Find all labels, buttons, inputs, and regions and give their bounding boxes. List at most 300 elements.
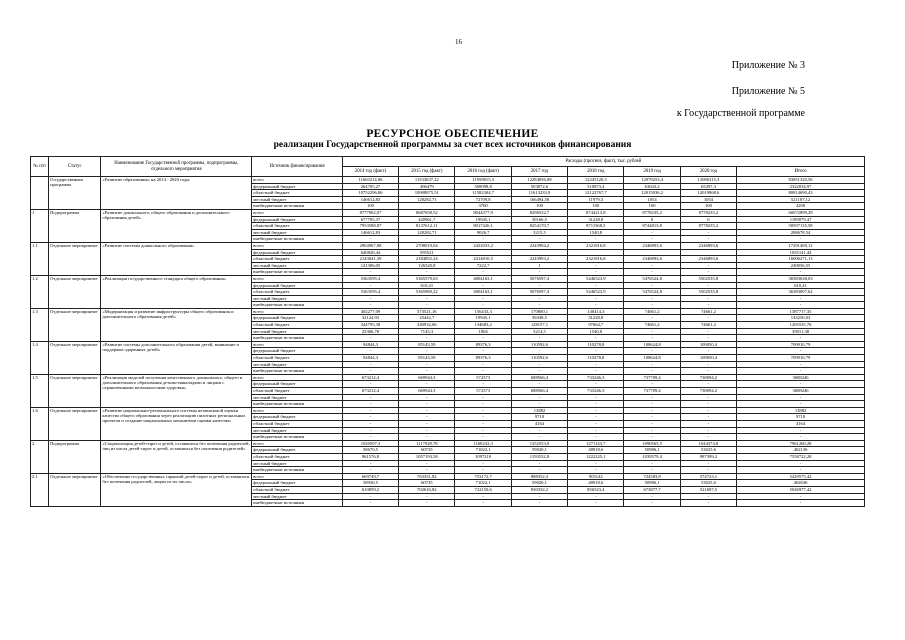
value-cell: 987399,2 — [680, 453, 736, 460]
value-cell: 420961,7 — [399, 216, 455, 223]
row-num-cell: 1.4 — [31, 341, 49, 374]
value-cell: 2414810,5 — [455, 256, 511, 263]
total-cell: 5429575,42 — [737, 473, 865, 480]
source-cell: местный бюджет — [252, 229, 343, 236]
value-cell: - — [624, 460, 680, 467]
source-cell: федеральный бюджет — [252, 414, 343, 421]
value-cell: 72709,8 — [455, 196, 511, 203]
source-cell: внебюджетные источники — [252, 335, 343, 342]
value-cell: - — [624, 493, 680, 500]
source-cell: областной бюджет — [252, 355, 343, 362]
value-cell: 19945,1 — [455, 216, 511, 223]
value-cell: - — [342, 361, 398, 368]
value-cell: - — [624, 420, 680, 427]
row-name-cell: «Развитие национально-регионального системы независимой оценки качества общего образования через реализацию пилотных региональных проектов и создание национальных механизмов оценки качества» — [101, 407, 252, 440]
source-cell: федеральный бюджет — [252, 183, 343, 190]
value-cell: 50986,1 — [624, 447, 680, 454]
value-cell: - — [680, 493, 736, 500]
value-cell: 5363595,4 — [342, 275, 398, 282]
value-cell: 1540,8 — [568, 229, 624, 236]
total-cell: - — [737, 401, 865, 408]
value-cell: - — [624, 434, 680, 441]
value-cell: 724583,8 — [624, 473, 680, 480]
value-cell: 10908875,51 — [399, 190, 455, 197]
row-status-cell: Отдельное мероприятие — [49, 374, 101, 407]
value-cell: 11958815,3 — [455, 177, 511, 184]
value-cell: - — [455, 302, 511, 309]
value-cell: 39438,5 — [511, 315, 567, 322]
value-cell: 673877,7 — [624, 486, 680, 493]
value-cell: - — [399, 295, 455, 302]
value-cell: 610,41 — [399, 282, 455, 289]
value-cell: - — [680, 460, 736, 467]
total-cell: 709910,79 — [737, 355, 865, 362]
total-cell: - — [737, 427, 865, 434]
value-cell: - — [511, 348, 567, 355]
row-status-cell: Отдельное мероприятие — [49, 242, 101, 275]
value-cell: 5502535,8 — [680, 275, 736, 282]
value-cell: - — [455, 335, 511, 342]
source-cell: областной бюджет — [252, 256, 343, 263]
value-cell: 146612,83 — [342, 229, 398, 236]
value-cell: - — [680, 269, 736, 276]
value-cell: 58930,5 — [342, 480, 398, 487]
value-cell — [399, 203, 455, 210]
value-cell: - — [342, 269, 398, 276]
source-cell: областной бюджет — [252, 420, 343, 427]
value-cell: - — [680, 420, 736, 427]
value-cell: - — [342, 302, 398, 309]
resource-table-body — [31, 157, 865, 507]
value-cell: 8744213,8 — [568, 209, 624, 216]
value-cell: 94844,3 — [342, 341, 398, 348]
value-cell: - — [342, 420, 398, 427]
value-cell — [568, 249, 624, 256]
total-cell: 13882 — [737, 407, 865, 414]
value-cell: 7222,7 — [455, 262, 511, 269]
value-cell: - — [680, 348, 736, 355]
row-num-cell: 2 — [31, 440, 49, 473]
total-cell: - — [737, 500, 865, 507]
value-cell: - — [624, 401, 680, 408]
document-title: РЕСУРСНОЕ ОБЕСПЕЧЕНИЕ — [366, 128, 539, 140]
value-cell: 2243993,2 — [511, 256, 567, 263]
value-cell: - — [399, 420, 455, 427]
value-cell: 25442,7 — [399, 315, 455, 322]
value-cell: - — [624, 414, 680, 421]
value-cell: 702616,82 — [399, 486, 455, 493]
value-cell: - — [399, 493, 455, 500]
header-year: 2017 год — [511, 167, 567, 177]
value-cell: 100 — [624, 203, 680, 210]
total-cell: 610,41 — [737, 282, 865, 289]
value-cell: 12122767,7 — [568, 190, 624, 197]
table-row — [31, 209, 865, 216]
value-cell: - — [568, 348, 624, 355]
value-cell: - — [342, 427, 398, 434]
value-cell: 738094,2 — [680, 388, 736, 395]
total-cell: 83851320,56 — [737, 177, 865, 184]
value-cell: 496479 — [399, 183, 455, 190]
value-cell: 13882 — [511, 407, 567, 414]
source-cell: всего — [252, 407, 343, 414]
value-cell: 10752296,86 — [342, 190, 398, 197]
value-cell: 1193532,8 — [511, 453, 567, 460]
value-cell: 1540,8 — [568, 328, 624, 335]
total-cell: 3688246 — [737, 388, 865, 395]
value-cell: 961576,8 — [342, 453, 398, 460]
value-cell: 737709,4 — [624, 374, 680, 381]
header-year: 2014 год (факт) — [342, 167, 398, 177]
value-cell: 8778235,2 — [624, 209, 680, 216]
source-cell: всего — [252, 473, 343, 480]
value-cell: - — [680, 361, 736, 368]
value-cell: 0 — [624, 216, 680, 223]
source-cell: областной бюджет — [252, 289, 343, 296]
total-cell: - — [737, 269, 865, 276]
value-cell: 673212,4 — [342, 388, 398, 395]
value-cell: - — [511, 427, 567, 434]
source-cell: внебюджетные источники — [252, 434, 343, 441]
value-cell: - — [568, 381, 624, 388]
value-cell: 32124,93 — [342, 315, 398, 322]
appendix-line-2: Приложение № 5 — [731, 86, 805, 97]
value-cell: 2321816,8 — [568, 242, 624, 249]
value-cell: 121306,05 — [342, 262, 398, 269]
source-cell: федеральный бюджет — [252, 315, 343, 322]
value-cell: 574723,1 — [680, 473, 736, 480]
value-cell: 673212,4 — [342, 374, 398, 381]
row-num-cell: 1.1 — [31, 242, 49, 275]
header-num: № п/п — [31, 157, 49, 177]
total-cell: - — [737, 361, 865, 368]
value-cell: 856523,4 — [568, 486, 624, 493]
value-cell: - — [511, 467, 567, 474]
row-status-cell: Отдельное мероприятие — [49, 308, 101, 341]
resource-table — [30, 156, 865, 507]
value-cell: - — [511, 381, 567, 388]
value-cell: 74661,2 — [624, 322, 680, 329]
value-cell: 830332,2 — [511, 486, 567, 493]
row-num-cell — [31, 177, 49, 210]
value-cell: 508098,8 — [455, 183, 511, 190]
value-cell: 3215,5 — [511, 229, 567, 236]
source-cell: всего — [252, 341, 343, 348]
value-cell: - — [399, 368, 455, 375]
value-cell: - — [342, 467, 398, 474]
value-cell: - — [342, 394, 398, 401]
value-cell: 74661,2 — [624, 308, 680, 315]
table-row — [31, 341, 865, 348]
value-cell: - — [624, 236, 680, 243]
value-cell: - — [568, 368, 624, 375]
value-cell: - — [399, 348, 455, 355]
value-cell: - — [455, 348, 511, 355]
total-cell: 1205535,76 — [737, 322, 865, 329]
value-cell: 610859,2 — [342, 486, 398, 493]
value-cell: 3700 — [455, 203, 511, 210]
value-cell: 166494,58 — [511, 196, 567, 203]
value-cell: 1097210 — [455, 453, 511, 460]
value-cell: 5446523,9 — [568, 289, 624, 296]
value-cell: 128282,71 — [399, 196, 455, 203]
total-cell: - — [737, 236, 865, 243]
value-cell: 1222225,1 — [568, 453, 624, 460]
total-cell: - — [737, 434, 865, 441]
value-cell: 12245120,3 — [568, 177, 624, 184]
value-cell: - — [624, 467, 680, 474]
value-cell: - — [455, 394, 511, 401]
value-cell: 688566,4 — [511, 374, 567, 381]
header-year: 2016 год (факт) — [455, 167, 511, 177]
value-cell: 94844,3 — [342, 355, 398, 362]
value-cell: - — [455, 401, 511, 408]
value-cell: 5476524,8 — [624, 275, 680, 282]
value-cell: 4804163,1 — [455, 275, 511, 282]
value-cell: 8778235,2 — [680, 209, 736, 216]
source-cell: местный бюджет — [252, 328, 343, 335]
value-cell: - — [680, 315, 736, 322]
header-year: 2020 год — [680, 167, 736, 177]
source-cell: областной бюджет — [252, 223, 343, 230]
total-cell: - — [737, 394, 865, 401]
value-cell: 39166,5 — [511, 216, 567, 223]
value-cell: - — [568, 394, 624, 401]
value-cell: 11582304,7 — [455, 190, 511, 197]
value-cell: 264705,27 — [342, 183, 398, 190]
value-cell: 7953588,87 — [342, 223, 398, 230]
source-cell: внебюджетные источники — [252, 368, 343, 375]
value-cell: 100 — [342, 203, 398, 210]
source-cell: областной бюджет — [252, 388, 343, 395]
value-cell: - — [511, 460, 567, 467]
value-cell: - — [680, 262, 736, 269]
row-status-cell: Отдельное мероприятие — [49, 473, 101, 506]
value-cell: 8044377,9 — [455, 209, 511, 216]
total-cell: 143250,03 — [737, 315, 865, 322]
total-cell: 2322034,97 — [737, 183, 865, 190]
source-cell: федеральный бюджет — [252, 249, 343, 256]
value-cell: - — [624, 394, 680, 401]
value-cell: 2346893,6 — [624, 242, 680, 249]
value-cell: - — [342, 401, 398, 408]
value-cell: 2346893,6 — [680, 256, 736, 263]
value-cell: - — [342, 295, 398, 302]
value-cell: 510873,4 — [568, 183, 624, 190]
row-name-cell: «Социализация детей-сирот и детей, оставшихся без попечения родителей, лиц из числа детей-сирот и детей, оставшихся без попечения родителей» — [101, 440, 252, 473]
total-cell: - — [737, 368, 865, 375]
source-cell: местный бюджет — [252, 262, 343, 269]
value-cell: - — [680, 368, 736, 375]
value-cell: 130414,3 — [568, 308, 624, 315]
value-cell: 71022,1 — [455, 480, 511, 487]
value-cell: - — [455, 427, 511, 434]
value-cell: - — [680, 335, 736, 342]
value-cell: - — [624, 407, 680, 414]
value-cell: 48918,6 — [568, 447, 624, 454]
value-cell: 12015036,2 — [624, 190, 680, 197]
total-cell: - — [737, 467, 865, 474]
value-cell: - — [511, 282, 567, 289]
value-cell: 8296532,7 — [511, 209, 567, 216]
value-cell: 1252553,9 — [511, 440, 567, 447]
table-row — [31, 177, 865, 184]
source-cell: всего — [252, 177, 343, 184]
table-row — [31, 473, 865, 480]
source-cell: местный бюджет — [252, 394, 343, 401]
value-cell: 89376,3 — [455, 355, 511, 362]
value-cell: - — [455, 493, 511, 500]
total-cell: - — [737, 493, 865, 500]
source-cell: всего — [252, 242, 343, 249]
value-cell: 19945,1 — [455, 315, 511, 322]
value-cell: - — [680, 229, 736, 236]
value-cell: 134683,2 — [455, 322, 511, 329]
value-cell: - — [399, 381, 455, 388]
total-cell: - — [737, 348, 865, 355]
table-row — [31, 242, 865, 249]
value-cell: - — [568, 282, 624, 289]
value-cell: 156433,3 — [455, 308, 511, 315]
value-cell: - — [680, 236, 736, 243]
row-name-cell: «Развитие дошкольного, общего образования и дополнительного образования детей» — [101, 209, 252, 242]
value-cell: 2708019,04 — [399, 242, 455, 249]
header-status: Статус — [49, 157, 101, 177]
row-num-cell: 1 — [31, 209, 49, 242]
value-cell: - — [342, 460, 398, 467]
source-cell: местный бюджет — [252, 427, 343, 434]
value-cell: - — [511, 302, 567, 309]
value-cell: 722150,6 — [455, 486, 511, 493]
value-cell: - — [455, 368, 511, 375]
value-cell: 8744813,8 — [624, 223, 680, 230]
value-cell: 2346893,6 — [680, 242, 736, 249]
value-cell: - — [511, 361, 567, 368]
table-header-row-1 — [31, 157, 865, 167]
value-cell: - — [680, 401, 736, 408]
value-cell: - — [342, 500, 398, 507]
value-cell: - — [455, 467, 511, 474]
value-cell: 669749,7 — [342, 473, 398, 480]
value-cell: - — [624, 500, 680, 507]
total-cell: 402136 — [737, 447, 865, 454]
row-num-cell: 1.2 — [31, 275, 49, 308]
value-cell: 2422033,2 — [455, 242, 511, 249]
total-cell: 5026977,42 — [737, 486, 865, 493]
header-year: 2015 год (факт) — [399, 167, 455, 177]
value-cell: 572373 — [455, 388, 511, 395]
value-cell — [511, 249, 567, 256]
source-cell: федеральный бюджет — [252, 348, 343, 355]
value-cell: - — [511, 269, 567, 276]
value-cell: 170800,1 — [511, 308, 567, 315]
value-cell: 8777902,07 — [342, 209, 398, 216]
value-cell: - — [624, 282, 680, 289]
value-cell: 85143,59 — [399, 341, 455, 348]
row-num-cell: 1.5 — [31, 374, 49, 407]
value-cell: 8017426,1 — [455, 223, 511, 230]
row-status-cell: Отдельное мероприятие — [49, 341, 101, 374]
value-cell: - — [680, 434, 736, 441]
value-cell: 669944,3 — [399, 388, 455, 395]
value-cell: - — [399, 394, 455, 401]
document-subtitle: реализации Государственной программы за счет всех источников финансирования — [273, 140, 632, 150]
source-cell: местный бюджет — [252, 460, 343, 467]
total-cell: 709910,79 — [737, 341, 865, 348]
value-cell: - — [568, 414, 624, 421]
value-cell: 2143041,39 — [342, 256, 398, 263]
source-cell: местный бюджет — [252, 493, 343, 500]
value-cell: 1804 — [455, 328, 511, 335]
total-cell: 1189079,47 — [737, 216, 865, 223]
value-cell: 1054 — [680, 196, 736, 203]
row-status-cell: Государственная программа — [49, 177, 101, 210]
total-cell: 521187,12 — [737, 196, 865, 203]
value-cell: - — [680, 394, 736, 401]
value-cell: - — [680, 407, 736, 414]
value-cell: 100 — [511, 203, 567, 210]
value-cell: - — [342, 493, 398, 500]
table-row — [31, 308, 865, 315]
header-year: 2018 год — [568, 167, 624, 177]
value-cell: 344795,38 — [342, 322, 398, 329]
value-cell: 11979,3 — [568, 196, 624, 203]
value-cell: 763351,82 — [399, 473, 455, 480]
value-cell: 110592,6 — [511, 355, 567, 362]
value-cell: - — [455, 361, 511, 368]
total-cell: 39011,38 — [737, 328, 865, 335]
value-cell: - — [624, 295, 680, 302]
row-status-cell: Подпрограмма — [49, 440, 101, 473]
value-cell: 31228,8 — [568, 216, 624, 223]
value-cell: 1057193,58 — [399, 453, 455, 460]
value-cell: 2243994,2 — [511, 242, 567, 249]
total-cell: - — [737, 335, 865, 342]
value-cell: 5502535,8 — [680, 289, 736, 296]
value-cell: 4804163,1 — [455, 289, 511, 296]
value-cell: 373521,16 — [399, 308, 455, 315]
value-cell: - — [680, 295, 736, 302]
source-cell: местный бюджет — [252, 196, 343, 203]
value-cell: - — [511, 394, 567, 401]
value-cell: - — [511, 434, 567, 441]
value-cell: - — [568, 407, 624, 414]
value-cell — [680, 249, 736, 256]
value-cell: - — [568, 427, 624, 434]
header-expenses: Расходы (прогноз, факт), тыс. рублей — [342, 157, 864, 167]
source-cell: областной бюджет — [252, 453, 343, 460]
value-cell: - — [624, 335, 680, 342]
value-cell: 5365969,22 — [399, 289, 455, 296]
value-cell: - — [511, 493, 567, 500]
table-row — [31, 374, 865, 381]
value-cell: - — [342, 236, 398, 243]
value-cell: 1044374,8 — [680, 440, 736, 447]
total-cell: 9718 — [737, 414, 865, 421]
value-cell: - — [455, 295, 511, 302]
value-cell: - — [624, 361, 680, 368]
value-cell: 1271143,7 — [568, 440, 624, 447]
source-cell: местный бюджет — [252, 361, 343, 368]
value-cell: 2184852,24 — [399, 256, 455, 263]
value-cell: - — [568, 460, 624, 467]
total-cell: 38383638,03 — [737, 275, 865, 282]
total-cell: - — [737, 302, 865, 309]
value-cell: - — [511, 500, 567, 507]
source-cell: всего — [252, 440, 343, 447]
value-cell: 1039579,4 — [624, 453, 680, 460]
total-cell: 7961260,28 — [737, 440, 865, 447]
